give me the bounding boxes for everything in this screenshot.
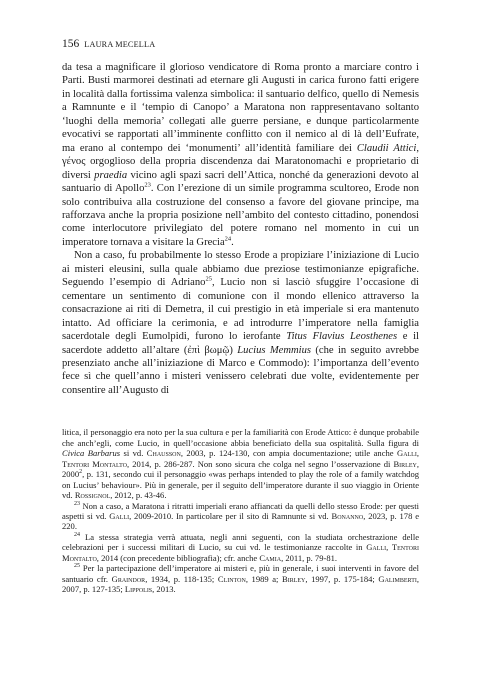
text-run: , Lucio non si lasciò sfuggire l’occasione di cementare un sentimento di comunione con il mondo ellenico attraverso la consacrazione ai riti di Demetra, il cui prestigio in età imperiale si era mantenuto intatto. Ad officiare la cerimonia, e ad introdurre l’imperatore nella famiglia sacerdotale degli Eumolpidi, furono lo ierofante [62,277,419,343]
text-run: (che in seguito avrebbe presenziato anche all’iniziazione di Marco e Commodo): l’importanza dell’evento fece sì che quell’anno i misteri venissero celebrati due volte, evidentemente per consentire all’Augusto di [62,344,420,396]
author-name: Chausson [146,448,181,459]
author-name: Galli [109,510,130,521]
footnote-number: 23 [74,500,80,507]
footnote-number: 24 [74,532,80,539]
text-run: . Con l’erezione di un simile programma scultoreo, Erode non solo contribuiva alla costruzione del consenso a favore del giovane principe, ma rafforzava anche la propria posizione nell’ambito del contesto cittadino, ponendosi come interlocutore privilegiato del potere romano nel momento in cui un imperatore tornava a visitare la Grecia [62,183,419,248]
text-run: e il sacerdote addetto all’altare (ἐπὶ βωμῷ) [62,331,420,356]
paragraph-2 [62,249,419,397]
footnote-continuation [62,427,419,500]
author-name: Birley [282,573,306,584]
text-run: , 2009-2010. In particolare per il sito di Ramnunte si vd. [129,510,332,521]
italic-name: Lucius Memmius [237,344,312,356]
page-number: 156 [62,38,80,50]
text-run: , 2023, p. 178 e 220. [62,510,419,532]
italic-name: Titus Flavius Leosthenes [286,331,398,343]
paragraph-1 [62,61,419,249]
author-name: Bonanno [331,510,364,521]
text-run: litica, il personaggio era noto per la sua cultura e per la familiarità con Erode Attico: è dunque probabile che anch’egli, come Lucio, in quell’occasione abbia beneficiato della sua ospitalità. Sulla figura di [62,427,419,448]
author-name: Tentori Montalto [62,542,419,563]
text-run: , p. 131, secondo cui il personaggio «was perhaps intended to play the role of a family watchdog on Lucius’ behaviour». Più in generale, per il seguito dell’imperatore durante il suo viaggio in Oriente vd. [62,469,419,501]
running-header [62,38,419,50]
footnote-ref-24[interactable]: 24 [224,235,232,243]
footnote-23 [62,501,419,532]
footnote-25 [62,563,419,594]
text-run: , 1989 a; [245,573,282,584]
text-run: si vd. [120,448,147,459]
main-text [62,61,419,397]
text-run: , 2007, p. 127-135; [62,573,420,595]
text-run: , 1934, p. 118-135; [145,573,218,584]
text-run: , 2013. [152,584,176,595]
author-name: Galimberti [378,573,417,584]
text-run: , γένος orgoglioso della propria discendenza dai Maratonomachi e proprietario di diversi [62,142,419,181]
text-run: , 2003, p. 124-130, con ampia documentazione; utile anche [180,448,398,459]
author-name: Tentori Montalto [62,458,127,469]
author-name: Camia [259,552,282,563]
italic-term: praedia [94,169,128,181]
text-run: . [231,236,234,248]
footnote-24 [62,532,419,563]
footnote-number: 25 [74,563,80,570]
text-run: da tesa a magnificare il glorioso vendicatore di Roma pronto a marciare contro i Parti. Busti marmorei destinati ad eternare gli Augusti in carica furono fatti erigere in località dalla fortissima valenza simbolica: il santuario delfico, quello di Nemesis a Ramnunte e il ‘tempio di Canopo’ a Maratona non rappresentavano soltanto ‘luoghi della memoria’ collegati alle guerre persiane, e dunque particolarmente evocativi se rapportati all’imminente conflitto con il nemico al di là dell’Eufrate, ma erano al contempo dei ‘monumenti’ all’identità familiare dei [62,62,419,154]
text-run: Non a caso, fu probabilmente lo stesso Erode a propiziare l’iniziazione di Lucio ai misteri eleusini, sulla quale abbiamo due preziose testimonianze epigrafiche. Seguendo l’esempio di Adriano [62,250,419,289]
text-run: , 1997, p. 175-184; [305,573,379,584]
author-name: Galli [366,542,387,553]
author-name: Rossignol [74,490,111,501]
edition-superscript: 2 [79,469,83,476]
text-run: , 2000 [62,458,419,480]
footnote-separator [62,397,419,427]
running-head-author: LAURA MECELLA [84,40,156,49]
text-run: , 2014 (con precedente bibliografia); cfr. anche [96,552,260,563]
author-name: Birley [393,458,417,469]
text-run: La stessa strategia verrà attuata, negli anni seguenti, con la studiata orchestrazione delle celebrazioni per i successi militari di Lucio, su cui vd. le testimonianze raccolte in [62,531,419,553]
text-run: Non a caso, a Maratona i ritratti imperiali erano affiancati da quelli dello stesso Erode: per questi aspetti si vd. [62,500,419,521]
text-run: , 2014, p. 286-287. Non sono sicura che colga nel segno l’osservazione di [126,458,394,469]
text-run: , 2012, p. 43-46. [110,490,167,501]
author-name: Galli [397,448,417,459]
text-run: vicino agli spazi sacri dell’Attica, nonché da generazioni devoto al santuario di Apollo [62,169,419,195]
text-run: Per la partecipazione dell’imperatore ai misteri e, più in generale, i suoi interventi in favore del santuario cfr. [62,563,419,584]
text-run: , [386,542,392,553]
author-name: Graindor [111,573,146,584]
italic-term: Claudii Attici [356,142,417,154]
italic-name: Civica Barbarus [62,448,121,459]
footnotes [62,427,419,594]
author-name: Clinton [217,573,246,584]
text-run: , [416,448,419,459]
footnote-ref-23[interactable]: 23 [144,181,151,189]
page [62,38,419,595]
footnote-ref-25[interactable]: 25 [205,275,212,283]
text-run: , 2011, p. 79-81. [281,552,338,563]
author-name: Lippolis [124,584,153,595]
